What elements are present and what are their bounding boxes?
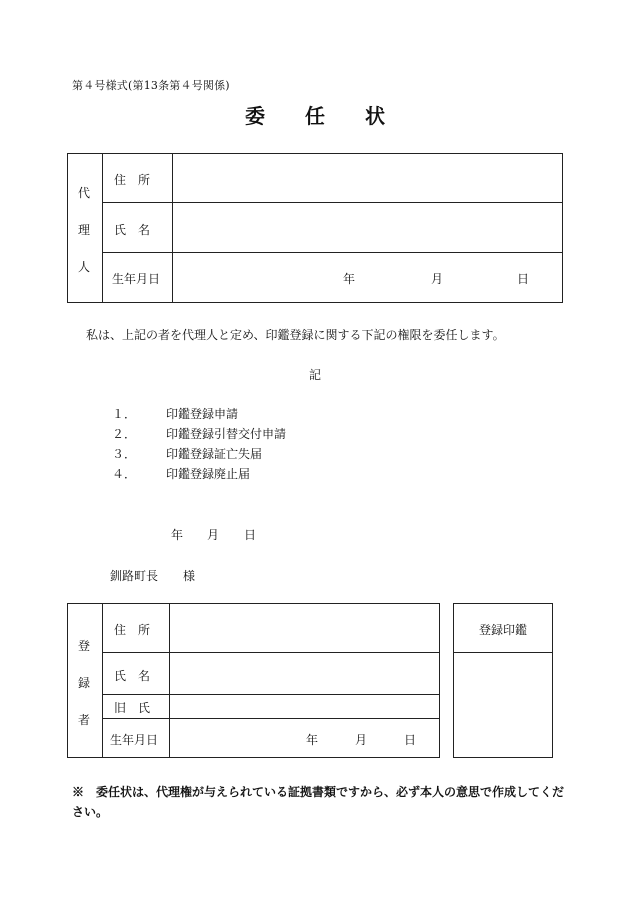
date-month: 月: [207, 528, 220, 542]
list-item: 印鑑登録廃止届: [166, 467, 251, 481]
registrant-former-name-label: 旧 氏: [114, 701, 151, 715]
list-item-number: ２．: [112, 427, 137, 441]
registrant-name-label: 氏 名: [114, 669, 151, 683]
addressee-name: 釧路町長: [110, 569, 159, 583]
agent-dob-label: 生年月日: [112, 272, 161, 286]
registrant-address-label: 住 所: [114, 623, 151, 637]
agent-name-label: 氏 名: [114, 223, 151, 237]
list-item-number: ４．: [112, 467, 137, 481]
agent-address-label: 住 所: [114, 173, 151, 187]
registrant-side-label-2: 録: [77, 676, 90, 690]
addressee-honorific: 様: [183, 569, 196, 583]
agent-dob-field[interactable]: [173, 253, 562, 302]
agent-dob-day: 日: [517, 272, 530, 286]
registrant-dob-label: 生年月日: [110, 733, 159, 747]
agent-dob-month: 月: [431, 272, 444, 286]
list-item-number: １．: [112, 407, 137, 421]
registrant-dob-field[interactable]: [170, 719, 439, 757]
delegation-statement: 私は、上記の者を代理人と定め、印鑑登録に関する下記の権限を委任します。: [86, 328, 505, 342]
agent-side-label-3: 人: [77, 260, 90, 274]
registrant-dob-month: 月: [355, 733, 368, 747]
registrant-side-label-1: 登: [77, 639, 90, 653]
date-year: 年: [171, 528, 184, 542]
form-number: 第４号様式(第13条第４号関係): [72, 79, 230, 92]
registrant-dob-year: 年: [306, 733, 319, 747]
date-day: 日: [244, 528, 257, 542]
agent-side-label-1: 代: [77, 186, 90, 200]
seal-stamp-area[interactable]: [454, 653, 552, 757]
list-item-number: ３．: [112, 447, 137, 461]
agent-side-label-2: 理: [77, 223, 90, 237]
registrant-address-field[interactable]: [170, 604, 439, 651]
list-item: 印鑑登録申請: [166, 407, 239, 421]
agent-address-field[interactable]: [173, 154, 562, 201]
document-title: 委任状: [245, 104, 425, 128]
list-item: 印鑑登録引替交付申請: [166, 427, 287, 441]
registered-seal-label: 登録印鑑: [478, 623, 527, 637]
agent-name-field[interactable]: [173, 203, 562, 251]
ki-heading: 記: [308, 368, 321, 382]
footnote: ※ 委任状は、代理権が与えられている証拠書類ですから、必ず本人の意思で作成してください。: [72, 785, 565, 819]
registrant-name-field[interactable]: [170, 653, 439, 693]
list-item: 印鑑登録証亡失届: [166, 447, 263, 461]
registrant-former-name-field[interactable]: [170, 695, 439, 717]
registrant-side-label-3: 者: [77, 713, 90, 727]
agent-dob-year: 年: [343, 272, 356, 286]
registrant-dob-day: 日: [404, 733, 417, 747]
